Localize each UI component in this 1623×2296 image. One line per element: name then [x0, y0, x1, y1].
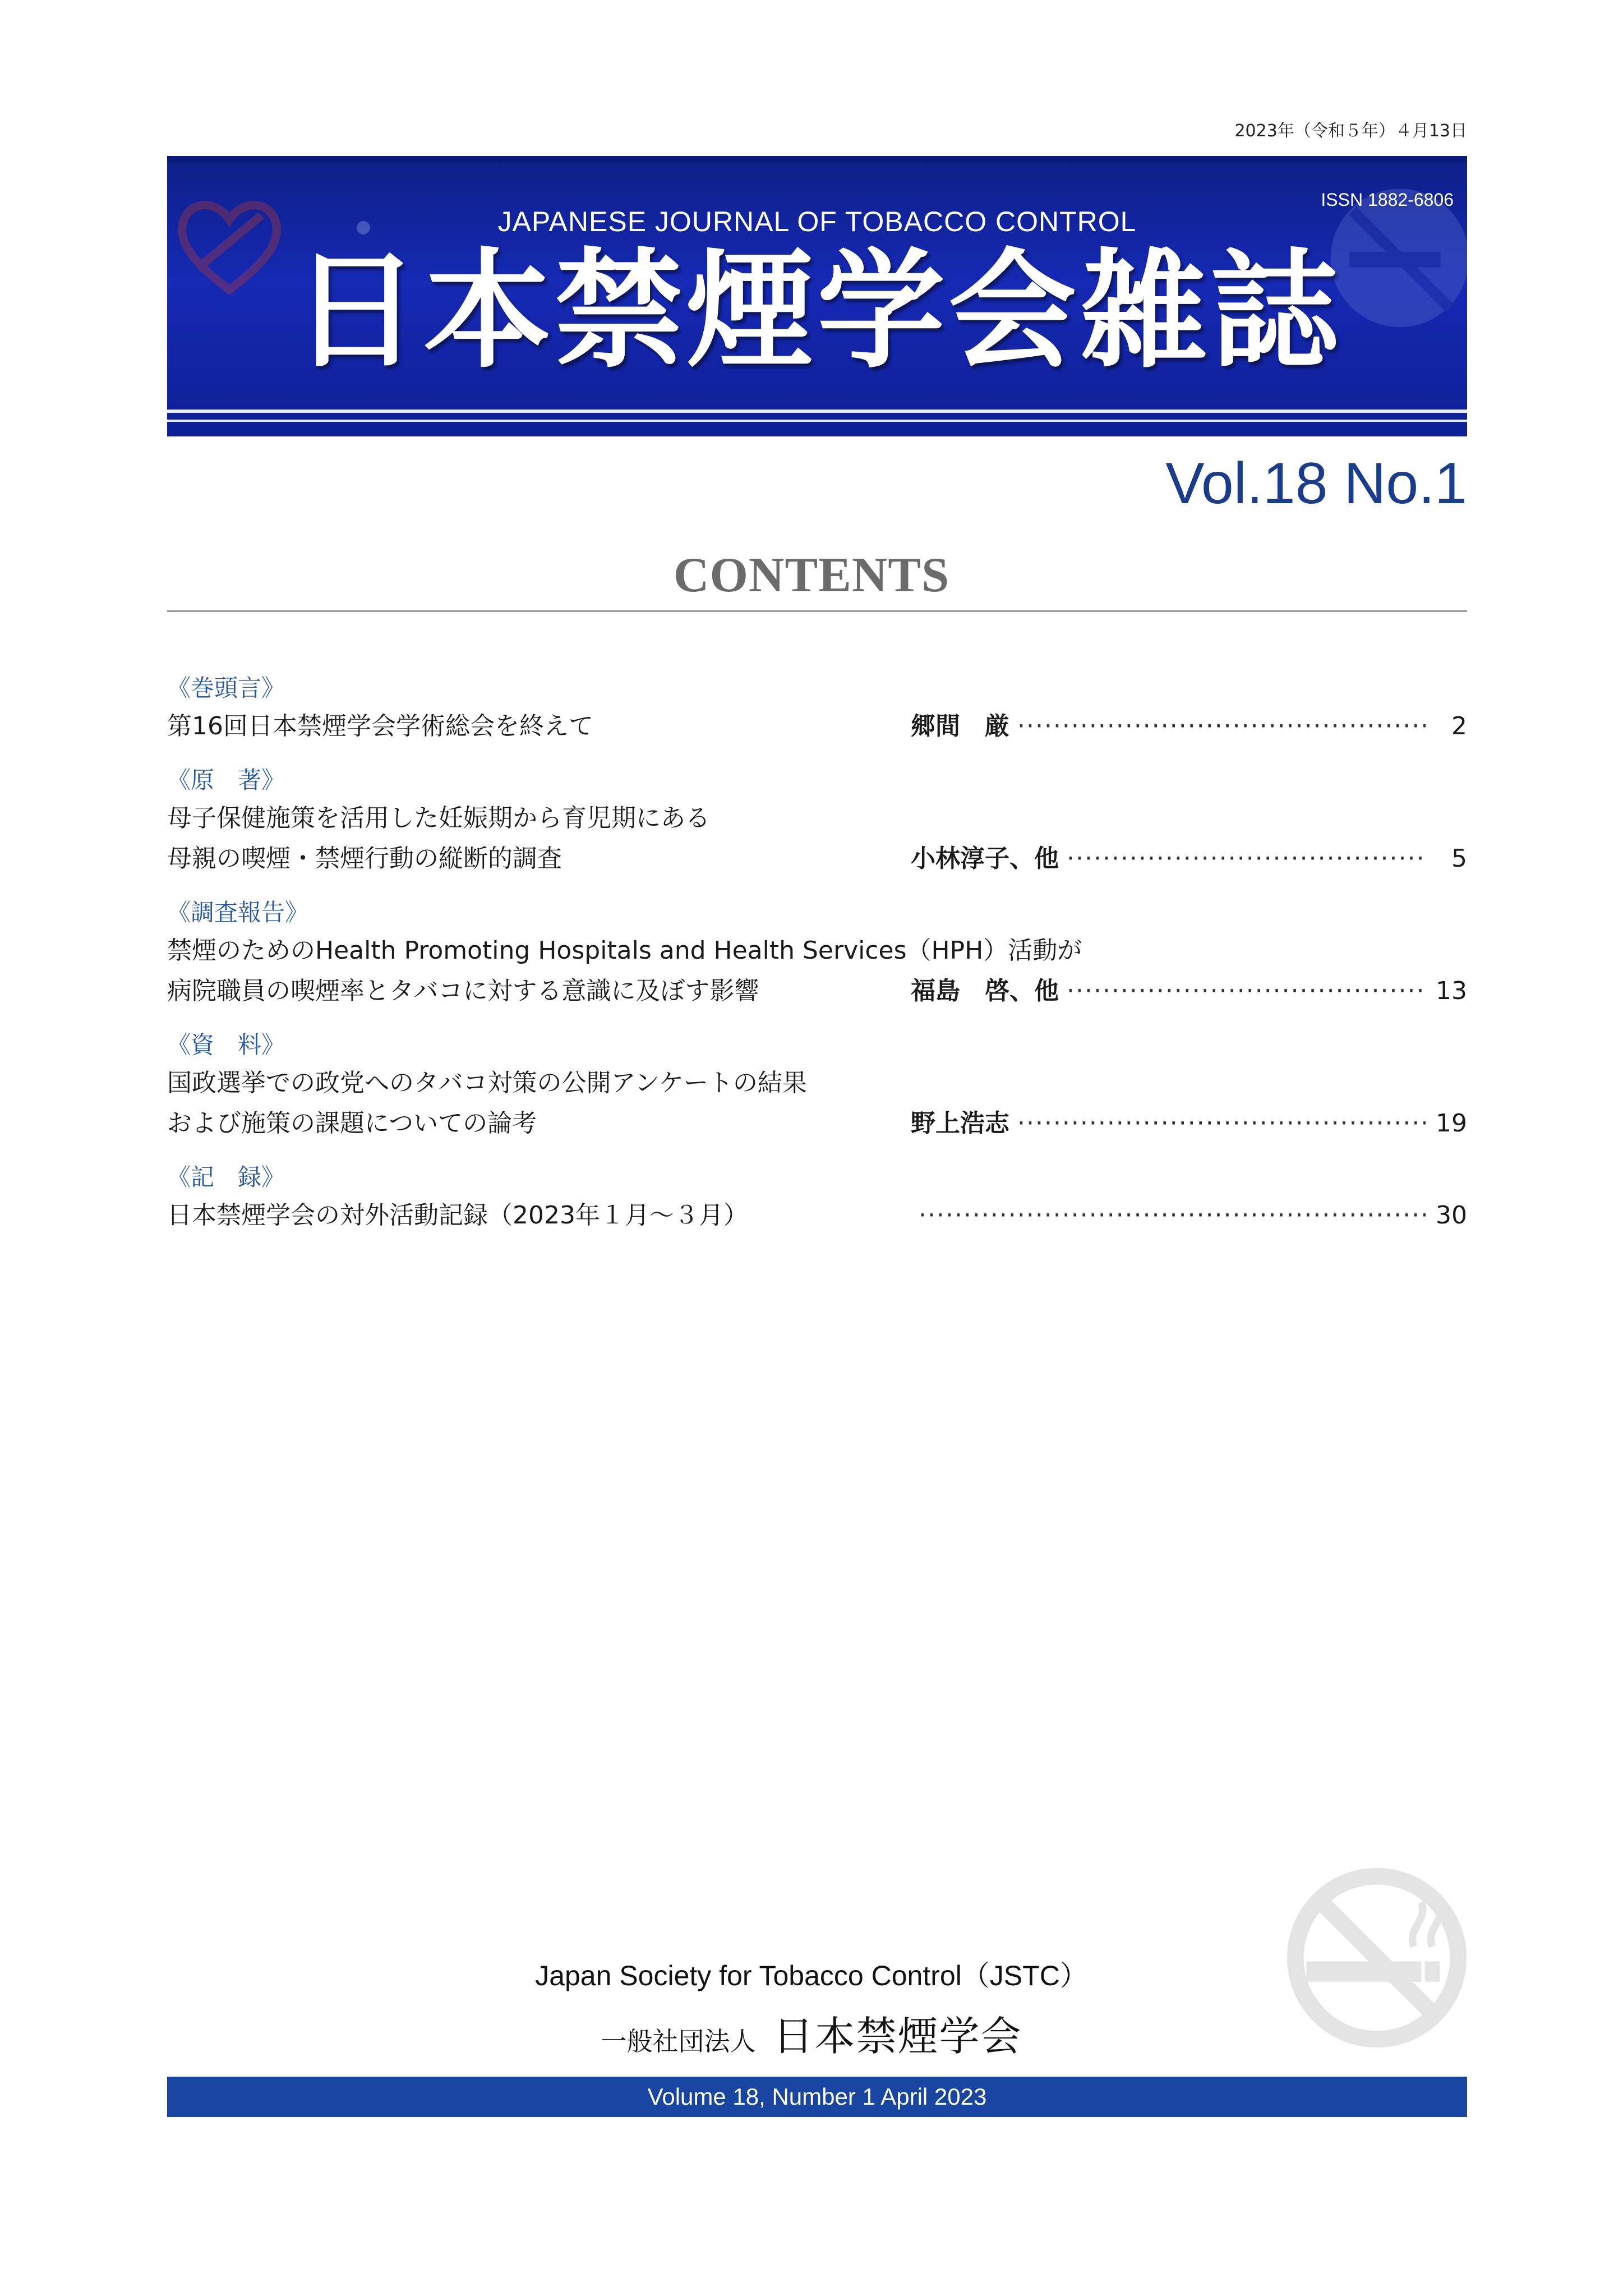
article-title: 日本禁煙学会の対外活動記録（2023年１月～３月） [167, 1201, 748, 1230]
toc-entry[interactable] [167, 839, 1467, 879]
issue-footer-bar: Volume 18, Number 1 April 2023 [167, 2077, 1467, 2117]
dot-leader [1067, 839, 1426, 879]
section-label: 《原 著》 [167, 766, 285, 794]
dot-leader [919, 1195, 1426, 1236]
toc-entry[interactable] [167, 1063, 1467, 1103]
article-title-line: 病院職員の喫煙率とタバコに対する意識に及ぼす影響 [167, 977, 759, 1005]
publication-date: 2023年（令和５年）４月13日 [1234, 121, 1467, 141]
section-label: 《資 料》 [167, 1031, 285, 1059]
dot-leader [1017, 706, 1426, 747]
page-number: 2 [1451, 712, 1467, 740]
society-name: 日本禁煙学会 [773, 2013, 1022, 2060]
volume-number: Vol.18 No.1 [1165, 451, 1467, 516]
author-page-leader [911, 706, 1467, 747]
table-of-contents [167, 670, 1467, 1251]
journal-header-banner [167, 156, 1467, 436]
society-english-name: Japan Society for Tobacco Control（JSTC） [535, 1960, 1088, 1991]
article-author: 郷間 厳 [911, 712, 1009, 740]
toc-section [167, 1027, 1467, 1144]
author-page-leader [911, 839, 1467, 879]
article-author: 小林淳子、他 [911, 844, 1059, 873]
banner-separator-line [167, 420, 1467, 422]
journal-japanese-title: 日本禁煙学会雑誌 [292, 236, 1342, 385]
toc-entry[interactable] [167, 971, 1467, 1011]
page-number: 5 [1451, 844, 1467, 873]
page-number: 13 [1436, 977, 1467, 1005]
issn: ISSN 1882-6806 [1321, 190, 1454, 210]
journal-english-title: JAPANESE JOURNAL OF TOBACCO CONTROL [497, 206, 1137, 237]
article-author: 福島 啓、他 [911, 977, 1059, 1005]
dot-leader [1067, 971, 1426, 1011]
toc-entry[interactable] [167, 706, 1467, 747]
toc-entry[interactable] [167, 1103, 1467, 1144]
section-label: 《記 録》 [167, 1163, 285, 1191]
page-number: 30 [1436, 1201, 1467, 1230]
toc-entry[interactable] [167, 798, 1467, 839]
author-page-leader [911, 1103, 1467, 1144]
toc-section [167, 762, 1467, 879]
author-page-leader [911, 971, 1467, 1011]
article-title-line: 母親の喫煙・禁煙行動の縦断的調査 [167, 844, 562, 873]
article-author: 野上浩志 [911, 1109, 1009, 1138]
toc-section [167, 1159, 1467, 1236]
page-number: 19 [1436, 1109, 1467, 1138]
toc-section [167, 670, 1467, 747]
article-title-line: 母子保健施策を活用した妊娠期から育児期にある [167, 804, 710, 832]
banner-separator-line [167, 409, 1467, 413]
society-japanese-name [0, 2004, 1623, 2062]
article-title: 第16回日本禁煙学会学術総会を終えて [167, 712, 593, 740]
section-label: 《巻頭言》 [167, 674, 285, 702]
contents-heading: CONTENTS [673, 548, 950, 602]
toc-section [167, 895, 1467, 1011]
society-prefix: 一般社団法人 [601, 2026, 756, 2056]
toc-entry[interactable] [167, 1195, 1467, 1236]
article-title-line: 禁煙のためのHealth Promoting Hospitals and Health Services（HPH）活動が [167, 936, 1082, 965]
banner-content [167, 163, 1467, 409]
dot-leader [1017, 1103, 1426, 1144]
banner-top-border [167, 156, 1467, 163]
article-title-line: および施策の課題についての論考 [167, 1109, 537, 1138]
contents-divider [167, 610, 1467, 612]
toc-entry[interactable] [167, 931, 1467, 971]
article-title-line: 国政選挙での政党へのタバコ対策の公開アンケートの結果 [167, 1069, 807, 1097]
author-page-leader [911, 1195, 1467, 1236]
section-label: 《調査報告》 [167, 899, 309, 926]
